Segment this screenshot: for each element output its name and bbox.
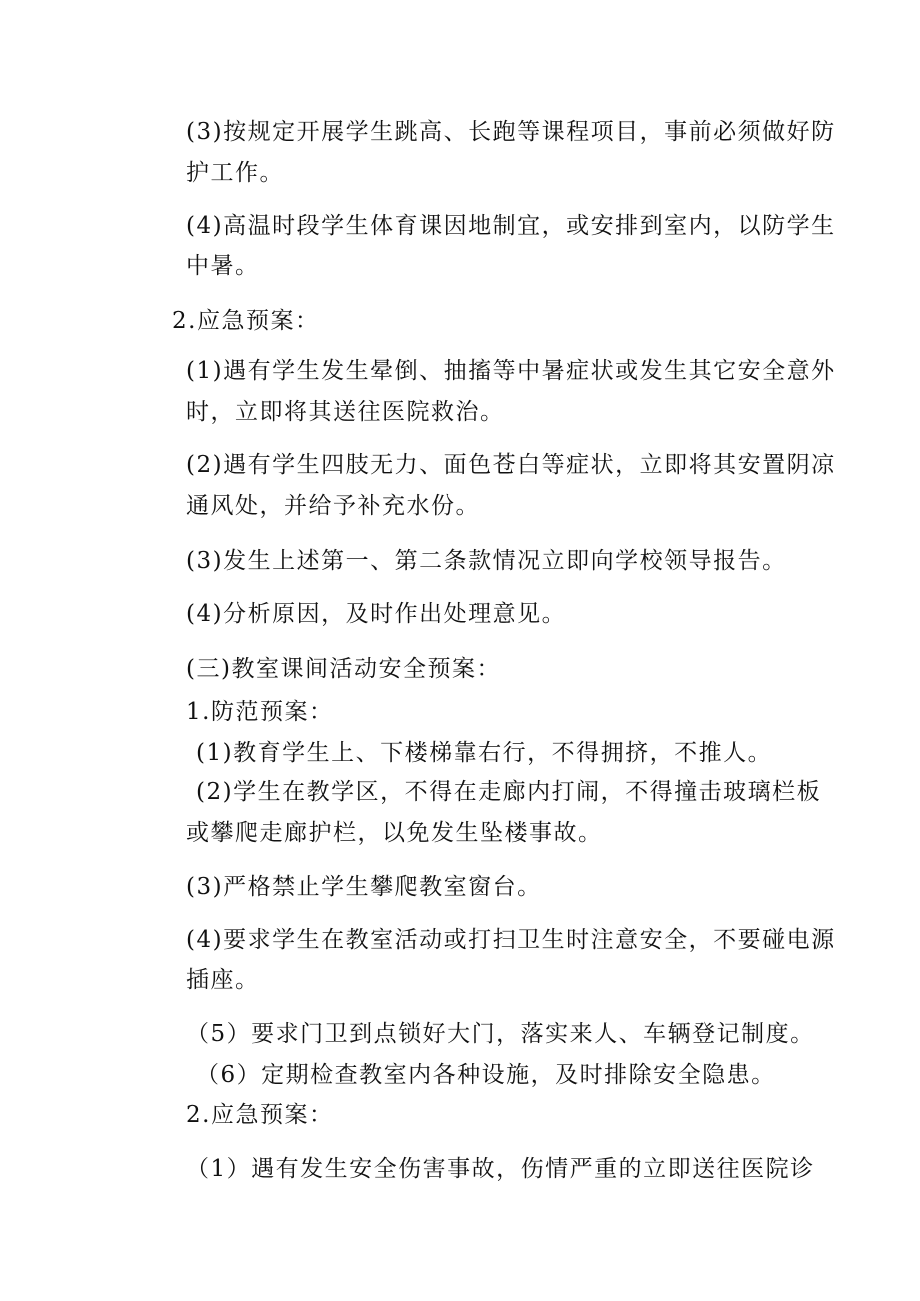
text-line-20: （5）要求门卫到点锁好大门，落实来人、车辆登记制度。 <box>186 1021 815 1047</box>
text-line-19: 插座。 <box>186 967 260 993</box>
text-line-8: (2)遇有学生四肢无力、面色苍白等症状，立即将其安置阴凉 <box>186 452 836 478</box>
text-line-10: (3)发生上述第一、第二条款情况立即向学校领导报告。 <box>186 548 787 574</box>
text-line-7: 时，立即将其送往医院救治。 <box>186 399 505 425</box>
text-line-3: (4)高温时段学生体育课因地制宜，或安排到室内，以防学生 <box>186 213 836 239</box>
text-line-6: (1)遇有学生发生晕倒、抽搐等中暑症状或发生其它安全意外 <box>186 358 836 384</box>
text-line-15: (2)学生在教学区，不得在走廊内打闹，不得撞击玻璃栏板 <box>196 779 822 805</box>
section-heading-prevention: 1.防范预案： <box>186 699 334 725</box>
text-line-11: (4)分析原因，及时作出处理意见。 <box>186 601 567 627</box>
text-line-17: (3)严格禁止学生攀爬教室窗台。 <box>186 874 542 900</box>
section-heading-emergency-2: 2.应急预案： <box>186 1102 334 1128</box>
text-line-2: 护工作。 <box>186 160 284 186</box>
text-line-21: （6）定期检查教室内各种设施，及时排除安全隐患。 <box>196 1062 776 1088</box>
text-line-9: 通风处，并给予补充水份。 <box>186 493 480 519</box>
text-line-23: （1）遇有发生安全伤害事故，伤情严重的立即送往医院诊 <box>186 1156 815 1182</box>
section-heading-emergency-1: 2.应急预案： <box>172 308 320 334</box>
text-line-1: (3)按规定开展学生跳高、长跑等课程项目，事前必须做好防 <box>186 119 836 145</box>
section-heading-classroom: (三)教室课间活动安全预案： <box>186 656 501 682</box>
text-line-14: (1)教育学生上、下楼梯靠右行，不得拥挤，不推人。 <box>196 740 773 766</box>
text-line-18: (4)要求学生在教室活动或打扫卫生时注意安全，不要碰电源 <box>186 927 836 953</box>
text-line-4: 中暑。 <box>186 253 260 279</box>
text-line-16: 或攀爬走廊护栏，以免发生坠楼事故。 <box>186 820 603 846</box>
